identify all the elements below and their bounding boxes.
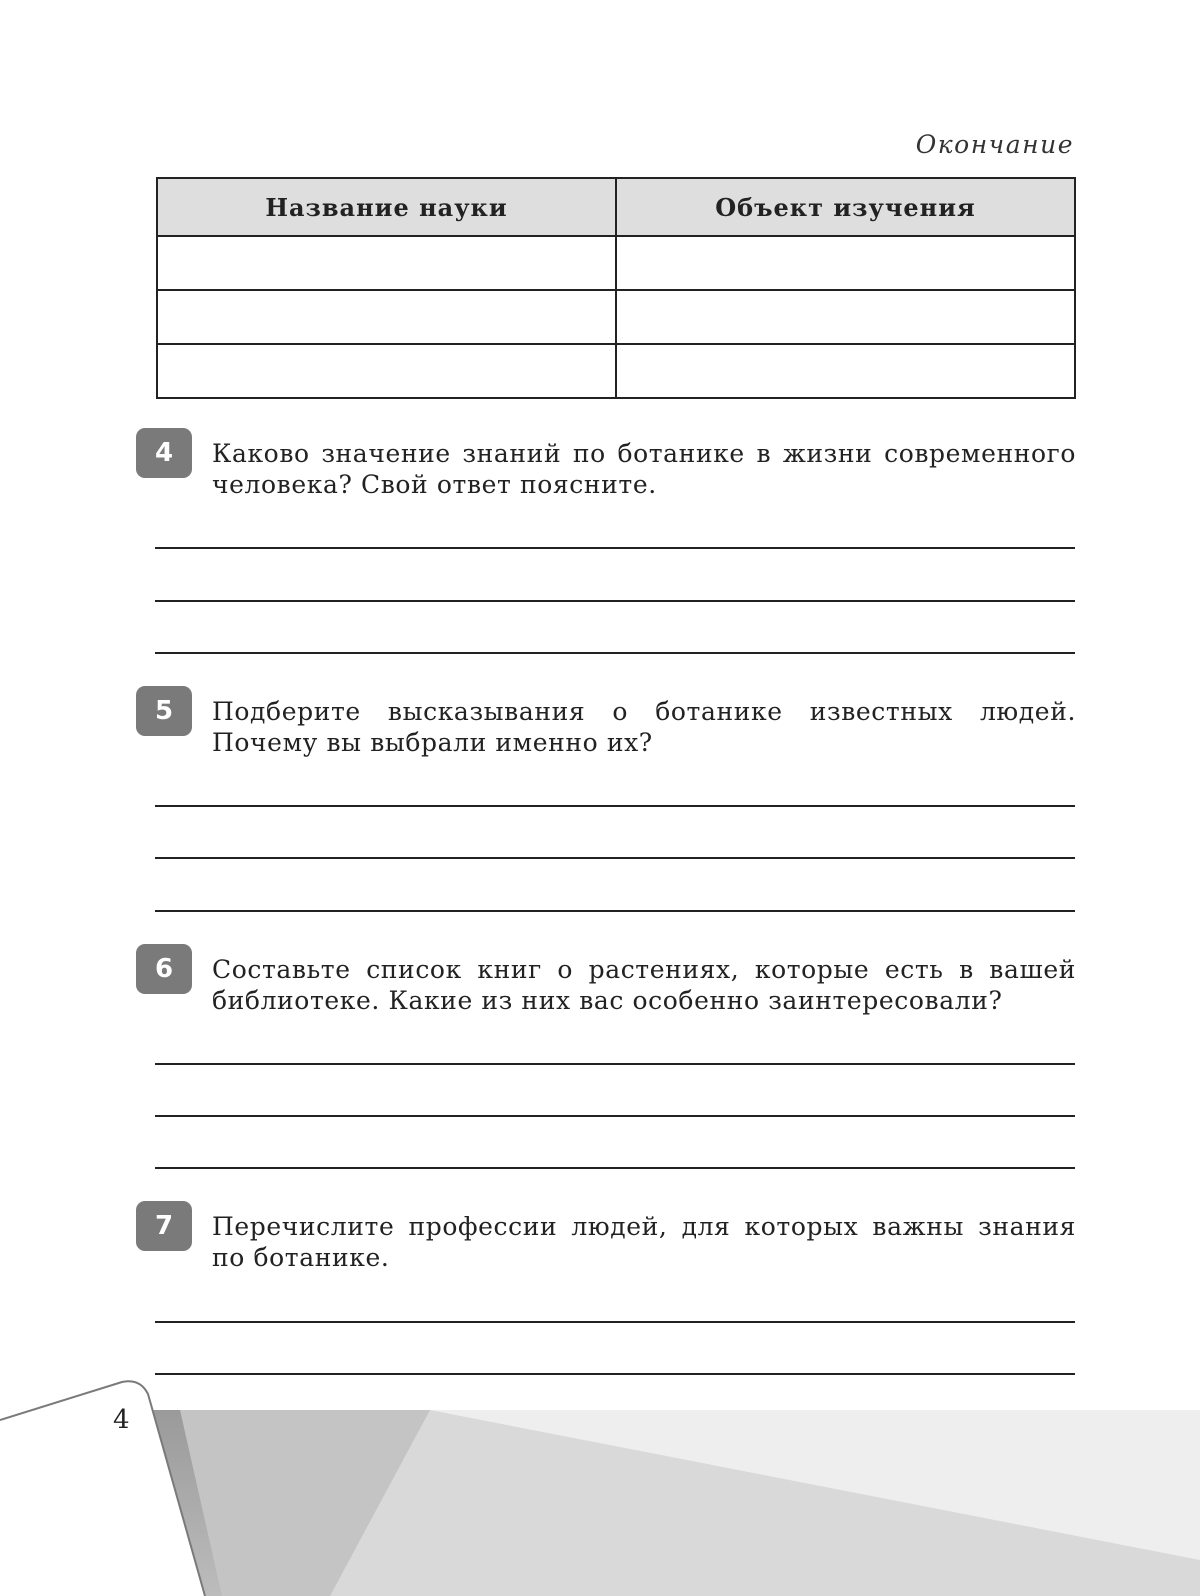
science-table (156, 177, 1076, 399)
table-cell-science-name[interactable] (157, 236, 616, 290)
task-question-text: Перечислите профессии людей, для которых важны знания по ботанике. (212, 1212, 1076, 1272)
answer-line[interactable] (155, 910, 1075, 912)
answer-line[interactable] (155, 547, 1075, 549)
answer-line[interactable] (155, 805, 1075, 807)
answer-line[interactable] (155, 1063, 1075, 1065)
answer-line[interactable] (155, 1115, 1075, 1117)
task-number-badge: 5 (136, 686, 192, 736)
footer-decoration (0, 1370, 1200, 1596)
continuation-label: Окончание (915, 130, 1074, 159)
answer-line[interactable] (155, 652, 1075, 654)
task-question-text: Каково значение знаний по ботанике в жизни современного человека? Свой ответ поясните. (212, 439, 1076, 499)
task-question-text: Подберите высказывания о ботанике известных людей. Почему вы выбрали именно их? (212, 697, 1076, 757)
answer-line[interactable] (155, 1321, 1075, 1323)
table-row (157, 344, 1075, 398)
table-cell-object-of-study[interactable] (616, 344, 1075, 398)
task-number-badge: 4 (136, 428, 192, 478)
task-question-text: Составьте список книг о растениях, которые есть в вашей библиотеке. Какие из них вас особенно заинтересовали? (212, 955, 1076, 1015)
table-cell-object-of-study[interactable] (616, 290, 1075, 344)
column-header-science-name: Название науки (157, 178, 616, 236)
table-cell-science-name[interactable] (157, 344, 616, 398)
answer-line[interactable] (155, 857, 1075, 859)
task-number-badge: 7 (136, 1201, 192, 1251)
table-cell-science-name[interactable] (157, 290, 616, 344)
table-row (157, 290, 1075, 344)
table-header-row (157, 178, 1075, 236)
table-row (157, 236, 1075, 290)
column-header-object-of-study: Объект изучения (616, 178, 1075, 236)
answer-line[interactable] (155, 1167, 1075, 1169)
page-number: 4 (113, 1405, 130, 1435)
answer-line[interactable] (155, 600, 1075, 602)
task-number-badge: 6 (136, 944, 192, 994)
table-cell-object-of-study[interactable] (616, 236, 1075, 290)
